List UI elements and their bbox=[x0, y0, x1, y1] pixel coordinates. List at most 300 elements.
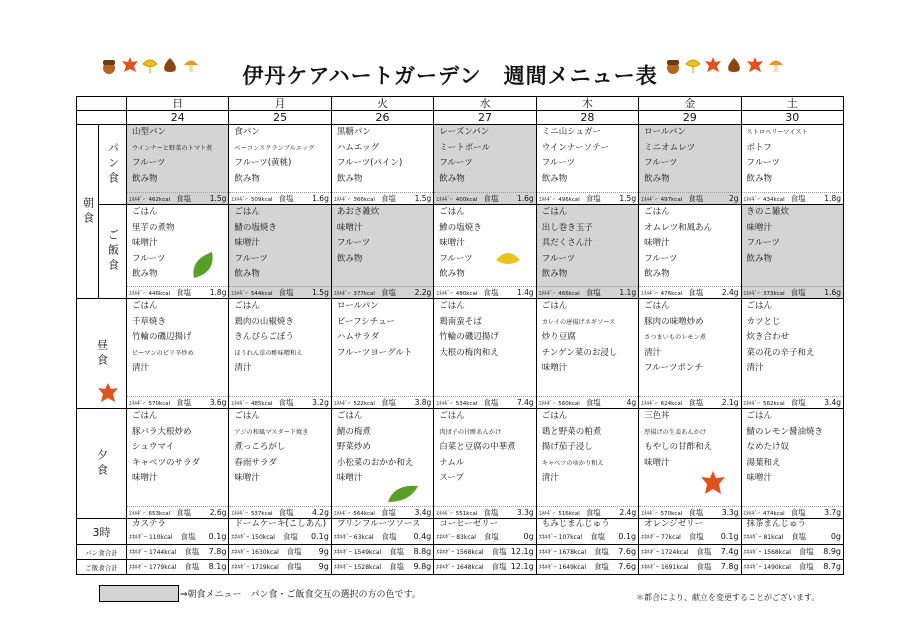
lunch-menu-cell bbox=[229, 299, 331, 409]
salt-label: 食塩 bbox=[176, 194, 192, 203]
energy-label: ｴﾈﾙｷﾞｰ bbox=[641, 564, 660, 571]
menu-item: 清汁 bbox=[541, 473, 559, 484]
menu-item: フルーツ bbox=[132, 253, 166, 264]
menu-item: ごはん bbox=[541, 411, 568, 421]
nutrition-footer bbox=[127, 506, 228, 518]
nutrition-footer bbox=[639, 396, 740, 408]
lunch-menu-cell bbox=[741, 299, 843, 409]
menu-item: ごはん bbox=[234, 301, 260, 311]
kcal-value: 434kcal bbox=[763, 197, 785, 203]
acorn-icon bbox=[664, 56, 682, 78]
menu-item: 厚揚げの生姜あんかけ bbox=[644, 428, 706, 436]
menu-item: 鶏と野菜の粕煮 bbox=[541, 426, 602, 437]
salt-label: 食塩 bbox=[798, 562, 814, 571]
energy-label: ｴﾈﾙｷﾞｰ bbox=[333, 401, 351, 407]
energy-label: ｴﾈﾙｷﾞｰ bbox=[333, 291, 351, 297]
nutrition-footer bbox=[229, 506, 330, 518]
energy-label: ｴﾈﾙｷﾞｰ bbox=[538, 291, 556, 297]
energy-label: ｴﾈﾙｷﾞｰ bbox=[743, 549, 762, 556]
salt-value: 8.1g bbox=[208, 562, 227, 571]
nutrition-total bbox=[229, 560, 330, 574]
salt-value: 7.8g bbox=[720, 562, 739, 571]
breakfast-bread-row bbox=[77, 125, 844, 205]
kcal-value: 653kcal bbox=[148, 511, 171, 517]
snack-cell bbox=[536, 519, 638, 545]
salt-label: 食塩 bbox=[491, 547, 507, 556]
kcal-value: 624kcal bbox=[660, 401, 683, 407]
nutrition-footer bbox=[332, 192, 433, 204]
bread_total-cell bbox=[434, 545, 536, 560]
salt-label: 食塩 bbox=[483, 508, 499, 517]
menu-item: フルーツ bbox=[541, 253, 576, 264]
salt-label: 食塩 bbox=[798, 547, 814, 556]
salt-label: 食塩 bbox=[593, 547, 609, 556]
menu-item: ごはん bbox=[746, 411, 773, 421]
menu-item: 味噌汁 bbox=[336, 222, 363, 233]
energy-label: ｴﾈﾙｷﾞｰ bbox=[538, 511, 556, 517]
menu-item: 炒り豆腐 bbox=[541, 332, 576, 343]
energy-label: ｴﾈﾙｷﾞｰ bbox=[436, 564, 455, 571]
dinner-menu-cell bbox=[741, 409, 843, 519]
kcal-value: 466kcal bbox=[558, 291, 580, 297]
salt-value: 2.6g bbox=[209, 508, 227, 517]
kcal-value: 534kcal bbox=[455, 401, 478, 407]
maple-leaf-icon bbox=[746, 56, 764, 78]
salt-label: 食塩 bbox=[688, 288, 704, 297]
kcal-value: 1724kcal bbox=[661, 549, 689, 556]
energy-label: ｴﾈﾙｷﾞｰ bbox=[641, 549, 660, 556]
menu-item: ピーマンのピリ辛炒め bbox=[132, 349, 194, 357]
kcal-value: 1630kcal bbox=[251, 549, 279, 556]
menu-item: 清汁 bbox=[644, 347, 662, 358]
snack-cell bbox=[639, 519, 741, 545]
kcal-value: 551kcal bbox=[455, 511, 478, 517]
menu-item: ごはん bbox=[644, 207, 670, 217]
salt-value: 0g bbox=[830, 532, 841, 541]
menu-item: 野菜炒め bbox=[336, 442, 371, 453]
salt-value: 1.8g bbox=[209, 288, 227, 297]
salt-value: 1.6g bbox=[516, 194, 534, 203]
salt-label: 食塩 bbox=[688, 532, 704, 541]
menu-item: カレイの唐揚げネギソース bbox=[541, 318, 616, 326]
nutrition-footer bbox=[127, 396, 228, 408]
menu-item: ロールパン bbox=[336, 301, 379, 311]
menu-item: もやしの甘酢和え bbox=[644, 442, 713, 453]
kcal-value: 544kcal bbox=[250, 291, 273, 297]
salt-label: 食塩 bbox=[790, 194, 806, 203]
menu-item: フルーツポンチ bbox=[644, 363, 703, 374]
menu-item: ベーコンスクランブルエッグ bbox=[234, 144, 315, 152]
nutrition-footer bbox=[742, 506, 843, 518]
energy-label: ｴﾈﾙｷﾞｰ bbox=[129, 291, 146, 297]
energy-label: ｴﾈﾙｷﾞｰ bbox=[743, 564, 762, 571]
nutrition-total bbox=[639, 560, 740, 574]
salt-label: 食塩 bbox=[688, 194, 704, 203]
salt-label: 食塩 bbox=[593, 562, 609, 571]
nutrition-footer bbox=[742, 530, 843, 544]
salt-label: 食塩 bbox=[381, 532, 397, 541]
rice-total-label: ご飯食合計 bbox=[77, 560, 127, 575]
bread-total-row bbox=[77, 545, 844, 560]
kcal-value: 446kcal bbox=[148, 291, 171, 297]
snack-label: 3時 bbox=[77, 519, 127, 545]
menu-item: 飲み物 bbox=[336, 173, 363, 184]
menu-item: ごはん bbox=[132, 301, 158, 311]
menu-item: 味噌汁 bbox=[644, 238, 670, 249]
lunch-row bbox=[77, 299, 844, 409]
energy-label: ｴﾈﾙｷﾞｰ bbox=[129, 534, 148, 541]
rice_total-cell bbox=[536, 560, 638, 575]
bread_total-cell bbox=[639, 545, 741, 560]
salt-value: 0.4g bbox=[413, 532, 432, 541]
dinner-menu-cell bbox=[536, 409, 638, 519]
menu-item: ごはん bbox=[644, 301, 670, 311]
salt-value: 0.1g bbox=[618, 532, 637, 541]
nutrition-total bbox=[434, 545, 535, 559]
energy-label: ｴﾈﾙｷﾞｰ bbox=[231, 549, 250, 556]
energy-label: ｴﾈﾙｷﾞｰ bbox=[641, 401, 658, 407]
rice-menu-cell bbox=[229, 205, 331, 299]
dinner-menu-cell bbox=[229, 409, 331, 519]
bread-label: パン食 bbox=[99, 125, 127, 205]
dinner-menu-cell bbox=[127, 409, 229, 519]
dinner-menu-cell bbox=[331, 409, 433, 519]
salt-label: 食塩 bbox=[286, 547, 302, 556]
salt-label: 食塩 bbox=[380, 398, 396, 407]
bread-menu-cell bbox=[741, 125, 843, 205]
maple-leaf-icon bbox=[121, 56, 139, 78]
nutrition-footer bbox=[332, 286, 433, 298]
salt-value: 7.6g bbox=[618, 547, 637, 556]
menu-item: ミニ山シュガー bbox=[541, 127, 602, 137]
salt-value: 9.8g bbox=[413, 562, 432, 571]
nutrition-footer bbox=[742, 192, 843, 204]
energy-label: ｴﾈﾙｷﾞｰ bbox=[436, 401, 453, 407]
nutrition-footer bbox=[434, 396, 535, 408]
menu-item: 味噌汁 bbox=[439, 238, 465, 249]
menu-item: 千草焼き bbox=[132, 316, 167, 327]
salt-label: 食塩 bbox=[278, 194, 294, 203]
menu-item: 味噌汁 bbox=[541, 363, 568, 374]
kcal-value: 1719kcal bbox=[251, 564, 279, 571]
menu-item: 春雨サラダ bbox=[234, 457, 277, 468]
salt-label: 食塩 bbox=[278, 398, 294, 407]
salt-value: 2.2g bbox=[414, 288, 432, 297]
salt-label: 食塩 bbox=[791, 532, 807, 541]
bread-menu-cell bbox=[331, 125, 433, 205]
bread_total-cell bbox=[127, 545, 229, 560]
menu-item: ハムエッグ bbox=[336, 142, 380, 153]
rice-menu-cell bbox=[741, 205, 843, 299]
nutrition-footer bbox=[537, 192, 638, 204]
salt-value: 3.4g bbox=[824, 398, 841, 407]
salt-value: 9g bbox=[318, 562, 329, 571]
menu-item: きのこ雑炊 bbox=[746, 207, 790, 217]
nutrition-footer bbox=[332, 506, 433, 518]
date-header-row bbox=[77, 111, 844, 125]
menu-item: ごはん bbox=[234, 207, 260, 217]
menu-item: ウインナーソテー bbox=[541, 142, 610, 153]
energy-label: ｴﾈﾙｷﾞｰ bbox=[333, 534, 352, 541]
kcal-value: 1568kcal bbox=[456, 549, 484, 556]
menu-item: 鯖の塩焼き bbox=[234, 222, 277, 233]
menu-item: フルーツ bbox=[541, 158, 576, 169]
kcal-value: 1648kcal bbox=[456, 564, 484, 571]
energy-label: ｴﾈﾙｷﾞｰ bbox=[641, 197, 658, 203]
rice-menu-cell bbox=[127, 205, 229, 299]
salt-value: 7.4g bbox=[516, 398, 534, 407]
menu-item: ウインナーと野菜のトマト煮 bbox=[132, 144, 213, 152]
menu-item: ごはん bbox=[132, 411, 158, 421]
date-header: 25 bbox=[229, 111, 331, 125]
maple-leaf-icon bbox=[704, 56, 722, 78]
bread-menu-cell bbox=[434, 125, 536, 205]
autumn-decoration-left bbox=[100, 56, 200, 78]
energy-label: ｴﾈﾙｷﾞｰ bbox=[333, 549, 352, 556]
salt-value: 12.1g bbox=[510, 547, 534, 556]
lunch-menu-cell bbox=[331, 299, 433, 409]
menu-item: アジの和風マスタード焼き bbox=[234, 428, 309, 436]
dinner-menu-cell bbox=[639, 409, 741, 519]
energy-label: ｴﾈﾙｷﾞｰ bbox=[231, 511, 248, 517]
kcal-value: 1779kcal bbox=[148, 564, 177, 571]
snack-name: もみじまんじゅう bbox=[541, 519, 610, 529]
menu-item: フルーツ bbox=[746, 158, 780, 169]
menu-item: 飲み物 bbox=[336, 253, 363, 264]
date-header: 26 bbox=[331, 111, 433, 125]
salt-label: 食塩 bbox=[389, 562, 405, 571]
nutrition-footer bbox=[127, 192, 228, 204]
rice_total-cell bbox=[127, 560, 229, 575]
nutrition-total bbox=[127, 545, 228, 559]
menu-item: レーズンパン bbox=[439, 127, 490, 137]
salt-value: 3.3g bbox=[721, 508, 739, 517]
nutrition-footer bbox=[434, 192, 535, 204]
rice_total-cell bbox=[639, 560, 741, 575]
nutrition-footer bbox=[434, 286, 535, 298]
snack-cell bbox=[434, 519, 536, 545]
menu-item: 飲み物 bbox=[644, 173, 670, 184]
kcal-value: 150kcal bbox=[251, 534, 275, 541]
kcal-value: 1649kcal bbox=[558, 564, 587, 571]
menu-item: 炊き合わせ bbox=[746, 332, 790, 343]
menu-item: オムレツ和風あん bbox=[644, 222, 713, 233]
salt-value: 1.1g bbox=[619, 288, 637, 297]
salt-label: 食塩 bbox=[790, 288, 806, 297]
menu-item: フルーツ bbox=[644, 158, 678, 169]
kcal-value: 366kcal bbox=[353, 197, 375, 203]
salt-label: 食塩 bbox=[688, 508, 704, 517]
energy-label: ｴﾈﾙｷﾞｰ bbox=[436, 549, 455, 556]
kcal-value: 516kcal bbox=[558, 511, 580, 517]
rice-menu-cell bbox=[434, 205, 536, 299]
salt-label: 食塩 bbox=[491, 562, 507, 571]
salt-value: 8.7g bbox=[823, 562, 841, 571]
salt-value: 4.2g bbox=[312, 508, 329, 517]
nutrition-footer bbox=[639, 286, 740, 298]
menu-item: ビーフシチュー bbox=[336, 316, 395, 327]
menu-item: きんぴらごぼう bbox=[234, 332, 294, 343]
kcal-value: 570kcal bbox=[148, 401, 171, 407]
salt-label: 食塩 bbox=[380, 194, 396, 203]
menu-item: 肉団子の甘酢あんかけ bbox=[439, 428, 502, 436]
salt-value: 3.8g bbox=[414, 398, 432, 407]
date-header: 28 bbox=[536, 111, 638, 125]
menu-item: フルーツ bbox=[439, 158, 473, 169]
nutrition-total bbox=[537, 560, 638, 574]
nutrition-total bbox=[639, 545, 740, 559]
menu-item: フルーツ(黄桃) bbox=[234, 158, 292, 169]
kcal-value: 570kcal bbox=[660, 511, 683, 517]
bread_total-cell bbox=[331, 545, 433, 560]
energy-label: ｴﾈﾙｷﾞｰ bbox=[743, 534, 762, 541]
salt-value: 0.1g bbox=[311, 532, 329, 541]
menu-item: 白菜と豆腐の中華煮 bbox=[439, 442, 516, 453]
energy-label: ｴﾈﾙｷﾞｰ bbox=[538, 401, 556, 407]
bread-total-label: パン食合計 bbox=[77, 545, 127, 560]
nutrition-footer bbox=[127, 530, 228, 544]
menu-item: 味噌汁 bbox=[644, 457, 670, 468]
snack-cell bbox=[741, 519, 843, 545]
bread-menu-cell bbox=[127, 125, 229, 205]
menu-item: 飲み物 bbox=[132, 173, 158, 184]
nutrition-footer bbox=[639, 530, 740, 544]
snack-cell bbox=[229, 519, 331, 545]
kcal-value: 373kcal bbox=[763, 291, 785, 297]
change-note: ＊都合により、献立を変更することがございます。 bbox=[636, 593, 820, 602]
nutrition-total bbox=[742, 545, 843, 559]
kcal-value: 537kcal bbox=[250, 511, 273, 517]
menu-item: 飲み物 bbox=[132, 269, 158, 280]
kcal-value: 1490kcal bbox=[763, 564, 791, 571]
day-header: 金 bbox=[639, 97, 741, 111]
menu-item: 山型パン bbox=[132, 127, 167, 137]
kcal-value: 1691kcal bbox=[661, 564, 689, 571]
menu-item: チンゲン菜のお浸し bbox=[541, 347, 618, 358]
menu-item: カツとじ bbox=[746, 316, 781, 327]
dinner-label: 夕食 bbox=[77, 409, 127, 519]
menu-item: 菜の花の辛子和え bbox=[746, 347, 815, 358]
kcal-value: 462kcal bbox=[148, 197, 171, 203]
kcal-value: 377kcal bbox=[353, 291, 375, 297]
menu-item: フルーツヨーグルト bbox=[336, 347, 413, 358]
menu-item: 豚肉の味噌炒め bbox=[644, 316, 704, 327]
salt-label: 食塩 bbox=[286, 562, 302, 571]
menu-item: 大根の梅肉和え bbox=[439, 347, 499, 358]
page-title: 伊丹ケアハートガーデン 週間メニュー表 bbox=[242, 64, 658, 88]
nutrition-footer bbox=[229, 192, 330, 204]
snack-name: カステラ bbox=[132, 519, 166, 529]
menu-item: 清汁 bbox=[132, 363, 150, 374]
salt-value: 1.5g bbox=[414, 194, 432, 203]
menu-item: 清汁 bbox=[234, 363, 252, 374]
nutrition-total bbox=[742, 560, 843, 574]
nutrition-total bbox=[127, 560, 228, 574]
energy-label: ｴﾈﾙｷﾞｰ bbox=[538, 534, 557, 541]
menu-item: ごはん bbox=[336, 411, 363, 421]
salt-value: 1.5g bbox=[312, 288, 329, 297]
salt-label: 食塩 bbox=[282, 532, 298, 541]
nutrition-footer bbox=[639, 506, 740, 518]
menu-item: ごはん bbox=[234, 411, 260, 421]
salt-value: 7.4g bbox=[720, 547, 739, 556]
salt-value: 0.1g bbox=[720, 532, 739, 541]
menu-item: キャベツのサラダ bbox=[132, 457, 200, 468]
menu-item: 鶏南蛮そば bbox=[439, 316, 482, 327]
salt-value: 9g bbox=[318, 547, 329, 556]
menu-item: フルーツ bbox=[746, 238, 780, 249]
salt-value: 2g bbox=[728, 194, 739, 203]
energy-label: ｴﾈﾙｷﾞｰ bbox=[231, 291, 248, 297]
salt-label: 食塩 bbox=[184, 562, 200, 571]
nutrition-footer bbox=[537, 286, 638, 298]
lunch-menu-cell bbox=[639, 299, 741, 409]
nutrition-total bbox=[434, 560, 535, 574]
salt-value: 2.1g bbox=[721, 398, 739, 407]
energy-label: ｴﾈﾙｷﾞｰ bbox=[333, 511, 351, 517]
menu-item: ごはん bbox=[541, 207, 568, 217]
menu-item: ごはん bbox=[439, 207, 465, 217]
weekly-menu-table bbox=[76, 96, 844, 575]
salt-value: 1.8g bbox=[824, 194, 841, 203]
kcal-value: 81kcal bbox=[763, 534, 784, 541]
menu-item: ボトフ bbox=[746, 142, 772, 153]
menu-item: 飲み物 bbox=[746, 173, 773, 184]
menu-item: フルーツ bbox=[439, 253, 473, 264]
menu-item: あおさ雑炊 bbox=[336, 207, 380, 217]
menu-item: ごはん bbox=[439, 411, 465, 421]
snack-row bbox=[77, 519, 844, 545]
bread-menu-cell bbox=[639, 125, 741, 205]
salt-label: 食塩 bbox=[585, 398, 601, 407]
salt-value: 1.5g bbox=[619, 194, 637, 203]
energy-label: ｴﾈﾙｷﾞｰ bbox=[231, 197, 248, 203]
kcal-value: 1528kcal bbox=[353, 564, 382, 571]
kcal-value: 522kcal bbox=[353, 401, 375, 407]
dinner-row bbox=[77, 409, 844, 519]
salt-value: 3.4g bbox=[414, 508, 432, 517]
rice-label: ご飯食 bbox=[99, 205, 127, 299]
rice-menu-cell bbox=[331, 205, 433, 299]
salt-value: 3.7g bbox=[824, 508, 841, 517]
menu-item: 飲み物 bbox=[746, 253, 773, 264]
menu-item: フルーツ bbox=[234, 253, 268, 264]
kcal-value: 476kcal bbox=[660, 291, 683, 297]
salt-label: 食塩 bbox=[585, 194, 601, 203]
ginkgo-icon bbox=[142, 58, 158, 78]
menu-item: 味噌汁 bbox=[234, 473, 260, 484]
autumn-decoration-right bbox=[664, 56, 785, 78]
nutrition-footer bbox=[332, 530, 433, 544]
menu-item: 鯖のレモン醤油焼き bbox=[746, 426, 824, 437]
menu-item: 豚バラ大根炒め bbox=[132, 426, 192, 437]
energy-label: ｴﾈﾙｷﾞｰ bbox=[436, 197, 453, 203]
lunch-menu-cell bbox=[536, 299, 638, 409]
energy-label: ｴﾈﾙｷﾞｰ bbox=[333, 564, 352, 571]
menu-item: フルーツ bbox=[336, 238, 371, 249]
energy-label: ｴﾈﾙｷﾞｰ bbox=[231, 534, 250, 541]
menu-item: 味噌汁 bbox=[746, 473, 773, 484]
salt-value: 3.6g bbox=[209, 398, 227, 407]
salt-label: 食塩 bbox=[696, 547, 712, 556]
menu-item: ミートボール bbox=[439, 142, 491, 153]
menu-item: 飲み物 bbox=[541, 269, 568, 280]
salt-value: 4g bbox=[626, 398, 637, 407]
salt-label: 食塩 bbox=[483, 194, 499, 203]
kcal-value: 1568kcal bbox=[763, 549, 791, 556]
snack-name: コーヒーゼリー bbox=[439, 519, 499, 529]
salt-label: 食塩 bbox=[585, 288, 601, 297]
